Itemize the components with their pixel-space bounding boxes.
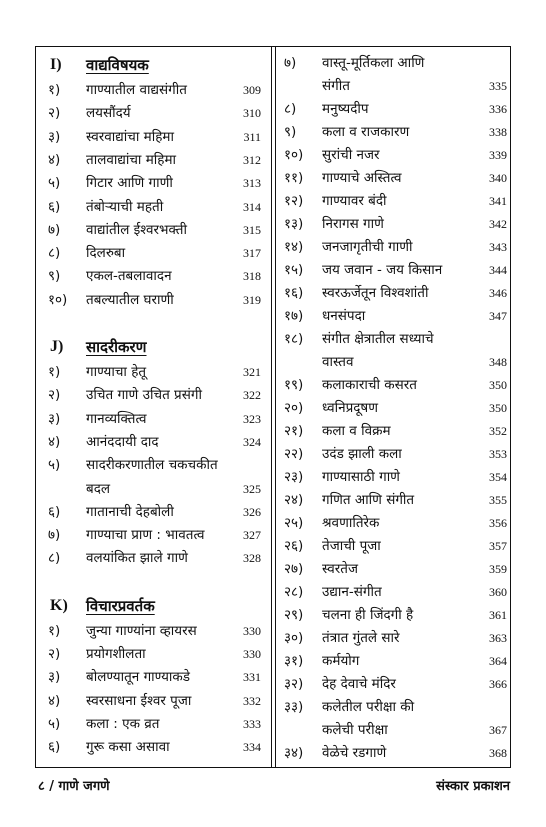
entry-page: 347: [489, 309, 507, 323]
entry-number: ३): [48, 669, 61, 686]
entry-page: 312: [243, 152, 261, 167]
entry-number: ३१): [284, 653, 304, 669]
entry-number: २४): [284, 492, 304, 508]
toc-entry: [276, 626, 515, 650]
entry-page: 336: [489, 102, 507, 116]
entry-page: 348: [489, 355, 507, 369]
entry-number: १७): [284, 308, 304, 324]
entry-title: गानव्यक्तित्व: [86, 410, 147, 427]
entry-number: २०): [284, 400, 304, 416]
entry-title: ध्वनिप्रदूषण: [322, 400, 378, 416]
entry-title: कला व राजकारण: [322, 124, 410, 140]
entry-page: 328: [243, 551, 261, 566]
toc-entry: [36, 735, 271, 759]
toc-entry: [276, 304, 515, 328]
entry-title: गिटार आणि गाणी: [86, 175, 173, 192]
toc-entry: [36, 689, 271, 713]
entry-title: तालवाद्यांचा महिमा: [86, 151, 177, 168]
entry-number: २८): [284, 584, 304, 600]
entry-number: ८): [48, 550, 61, 567]
entry-title: तंबोऱ्याची महती: [86, 198, 164, 215]
entry-page: 322: [243, 388, 261, 403]
entry-number: २२): [284, 446, 304, 462]
entry-page: 354: [489, 470, 507, 484]
entry-number: ८): [48, 245, 61, 262]
toc-entry: [36, 665, 271, 689]
entry-number: ६): [48, 198, 61, 215]
entry-number: ७): [48, 221, 61, 238]
entry-number: १८): [284, 331, 304, 347]
toc-entry: [276, 557, 515, 581]
entry-number: ४): [48, 692, 61, 709]
toc-entry: [276, 672, 515, 696]
entry-number: ६): [48, 739, 61, 756]
entry-title: बदल: [86, 480, 111, 497]
entry-page: 364: [489, 654, 507, 668]
toc-entry: [276, 281, 515, 305]
entry-title: स्वरतेज: [322, 561, 358, 577]
toc-entry: [36, 453, 271, 477]
entry-page: 341: [489, 194, 507, 208]
entry-page: 359: [489, 562, 507, 576]
entry-number: ३२): [284, 676, 304, 692]
toc-entry: [36, 171, 271, 195]
entry-number: २): [48, 387, 61, 404]
entry-page: 332: [243, 693, 261, 708]
toc-entry: [36, 383, 271, 407]
entry-title: गाण्यावर बंदी: [322, 193, 387, 209]
section-letter: J): [50, 338, 64, 355]
entry-number: ७): [284, 55, 297, 71]
toc-entry: [276, 741, 515, 765]
toc-entry: [36, 430, 271, 454]
entry-number: ४): [48, 433, 61, 450]
entry-title: जनजागृतीची गाणी: [322, 239, 413, 255]
entry-number: ३): [48, 410, 61, 427]
entry-page: 352: [489, 424, 507, 438]
toc-entry: [36, 523, 271, 547]
toc-entry: [276, 258, 515, 282]
toc-entry: [276, 235, 515, 259]
entry-title: स्वरवाद्यांचा महिमा: [86, 128, 174, 145]
entry-page: 311: [243, 129, 261, 144]
toc-entry: [36, 288, 271, 312]
entry-title: तबल्यातील घराणी: [86, 291, 174, 308]
entry-title: धनसंपदा: [322, 308, 366, 324]
entry-page: 350: [489, 378, 507, 392]
entry-page: 334: [243, 740, 261, 755]
entry-page: 350: [489, 401, 507, 415]
entry-title: वेळेचे रडगाणे: [322, 745, 387, 761]
entry-title: उचित गाणे उचित प्रसंगी: [86, 387, 202, 404]
toc-entry: [36, 619, 271, 643]
entry-page: 366: [489, 677, 507, 691]
footer-publisher: संस्कार प्रकाशन: [436, 779, 510, 794]
entry-page: 313: [243, 176, 261, 191]
entry-title: निरागस गाणे: [322, 216, 384, 232]
toc-frame: [35, 46, 511, 768]
entry-page: 330: [243, 647, 261, 661]
entry-title: तेजाची पूजा: [322, 538, 381, 554]
entry-number: २): [48, 105, 61, 122]
toc-entry: [276, 373, 515, 397]
entry-page: 360: [489, 585, 507, 599]
toc-entry: [276, 442, 515, 466]
entry-page: 309: [243, 83, 261, 97]
entry-title: एकल-तबलावादन: [86, 268, 172, 285]
toc-entry: [276, 166, 515, 190]
entry-page: 318: [243, 269, 261, 284]
section-letter: K): [50, 596, 68, 614]
toc-entry: [276, 51, 515, 75]
entry-title: तंत्रात गुंतले सारे: [322, 630, 400, 646]
entry-title: दिलरुबा: [86, 245, 126, 262]
toc-entry: [36, 264, 271, 288]
entry-title: कलेतील परीक्षा की: [322, 699, 415, 715]
entry-number: १०): [284, 147, 304, 163]
entry-title: देह देवाचे मंदिर: [322, 676, 396, 692]
entry-number: ६): [48, 503, 61, 520]
entry-page: 326: [243, 504, 261, 519]
toc-entry: [36, 218, 271, 242]
entry-page: 314: [243, 199, 261, 214]
entry-title: गणित आणि संगीत: [322, 492, 415, 508]
entry-number: २१): [284, 423, 304, 439]
entry-title: वास्तू-मूर्तिकला आणि: [322, 55, 425, 71]
toc-entry: [36, 241, 271, 265]
entry-number: २७): [284, 561, 304, 577]
entry-page: 333: [243, 716, 261, 731]
entry-page: 367: [489, 723, 507, 737]
entry-number: १२): [284, 193, 304, 209]
entry-title: गाण्यासाठी गाणे: [322, 469, 400, 485]
entry-title: आनंददायी दाद: [86, 433, 159, 450]
entry-title: श्रवणातिरेक: [322, 515, 380, 531]
toc-entry: [36, 642, 271, 666]
entry-title: उद्यान-संगीत: [322, 584, 382, 600]
section-heading: [36, 335, 271, 359]
entry-title: सादरीकरणातील चकचकीत: [86, 457, 218, 474]
toc-entry: [36, 407, 271, 431]
entry-page: 319: [243, 292, 261, 307]
entry-title: संगीत क्षेत्रातील सध्याचे: [322, 331, 434, 347]
entry-page: 368: [489, 746, 507, 760]
entry-number: १४): [284, 239, 304, 255]
entry-title: बोलण्यातून गाण्याकडे: [86, 669, 191, 686]
toc-entry: [276, 419, 515, 443]
toc-entry: [36, 546, 271, 570]
toc-entry: [36, 712, 271, 736]
toc-entry: [276, 649, 515, 673]
entry-number: ३४): [284, 745, 304, 761]
toc-entry: [276, 327, 515, 351]
entry-title: गाण्याचा प्राण : भावतत्व: [86, 527, 205, 544]
toc-entry: [36, 500, 271, 524]
entry-number: २६): [284, 538, 304, 554]
entry-number: १०): [48, 291, 68, 308]
entry-page: 356: [489, 516, 507, 530]
entry-page: 335: [489, 79, 507, 93]
entry-title: लयसौंदर्य: [86, 105, 131, 122]
entry-page: 340: [489, 171, 507, 185]
entry-page: 325: [243, 481, 261, 496]
entry-title: कला : एक व्रत: [86, 715, 160, 732]
entry-title: मनुष्यदीप: [322, 101, 369, 117]
toc-entry: [276, 212, 515, 236]
toc-entry: [276, 488, 515, 512]
entry-number: ९): [284, 124, 297, 140]
toc-entry: [36, 101, 271, 125]
entry-title: गुरू कसा असावा: [86, 739, 170, 756]
section-letter: I): [50, 56, 62, 73]
toc-entry: [36, 78, 271, 102]
toc-entry: [276, 695, 515, 719]
entry-title: कला व विक्रम: [322, 423, 391, 439]
entry-number: ४): [48, 151, 61, 168]
entry-number: १): [48, 82, 61, 98]
entry-page: 321: [243, 365, 261, 379]
toc-entry: [276, 143, 515, 167]
entry-number: २३): [284, 469, 304, 485]
entry-page: 355: [489, 493, 507, 507]
entry-number: १९): [284, 377, 304, 393]
entry-title: कलेची परीक्षा: [322, 722, 388, 738]
entry-title: संगीत: [322, 78, 350, 94]
entry-number: १३): [284, 216, 304, 232]
toc-entry: [36, 125, 271, 149]
entry-title: वास्तव: [322, 354, 354, 370]
entry-number: ३): [48, 128, 61, 145]
entry-number: ७): [48, 527, 61, 544]
toc-entry: [36, 148, 271, 172]
toc-entry: [276, 74, 515, 98]
entry-page: 339: [489, 148, 507, 162]
toc-entry: [276, 189, 515, 213]
entry-title: उदंड झाली कला: [322, 446, 402, 462]
entry-page: 323: [243, 411, 261, 426]
entry-number: १): [48, 622, 61, 639]
toc-entry: [276, 350, 515, 374]
section-title: विचारप्रवर्तक: [86, 596, 155, 615]
entry-page: 343: [489, 240, 507, 254]
toc-entry: [36, 195, 271, 219]
entry-number: २९): [284, 607, 304, 623]
toc-entry: [276, 396, 515, 420]
entry-number: ३०): [284, 630, 304, 646]
entry-number: ५): [48, 175, 61, 192]
entry-title: वलयांकित झाले गाणे: [86, 550, 188, 567]
toc-entry: [36, 477, 271, 501]
entry-number: ५): [48, 715, 61, 732]
toc-right-column: [275, 47, 515, 767]
toc-left-column: [36, 47, 272, 767]
entry-page: 361: [489, 608, 507, 622]
entry-page: 331: [243, 670, 261, 685]
entry-title: कर्मयोग: [322, 653, 360, 669]
entry-number: ५): [48, 457, 61, 474]
footer-page-label: ८ / गाणे जगणे: [38, 779, 110, 794]
entry-page: 324: [243, 434, 261, 449]
toc-entry: [276, 603, 515, 627]
entry-title: चलना ही जिंदगी है: [322, 607, 414, 623]
entry-page: 317: [243, 246, 261, 261]
toc-entry: [276, 97, 515, 121]
entry-page: 363: [489, 631, 507, 645]
section-title: वाद्यविषयक: [86, 56, 149, 74]
entry-page: 342: [489, 217, 507, 231]
entry-number: २५): [284, 515, 304, 531]
entry-title: कलाकाराची कसरत: [322, 377, 417, 393]
entry-title: गाण्याचे अस्तित्व: [322, 170, 402, 186]
section-title: सादरीकरण: [86, 338, 147, 356]
entry-number: ३३): [284, 699, 304, 715]
section-heading: [36, 53, 271, 77]
entry-page: 357: [489, 539, 507, 553]
entry-title: प्रयोगशीलता: [86, 646, 146, 662]
section-heading: [36, 594, 271, 618]
entry-page: 327: [243, 528, 261, 543]
entry-page: 346: [489, 286, 507, 300]
entry-number: १): [48, 364, 61, 380]
entry-title: सुरांची नजर: [322, 147, 380, 163]
toc-entry: [276, 580, 515, 604]
entry-number: २): [48, 646, 61, 662]
toc-entry: [276, 120, 515, 144]
entry-page: 315: [243, 222, 261, 237]
entry-number: १५): [284, 262, 304, 278]
entry-title: स्वरसाधना ईश्वर पूजा: [86, 692, 192, 709]
entry-title: गातानाची देहबोली: [86, 503, 174, 520]
entry-page: 338: [489, 125, 507, 139]
entry-title: वाद्यांतील ईश्वरभक्ती: [86, 221, 187, 238]
entry-page: 330: [243, 623, 261, 638]
entry-number: १६): [284, 285, 304, 301]
toc-entry: [276, 534, 515, 558]
toc-entry: [36, 360, 271, 384]
entry-title: स्वरऊर्जेतून विश्वशांती: [322, 285, 429, 301]
entry-number: ११): [284, 170, 304, 186]
entry-title: जय जवान - जय किसान: [322, 262, 443, 278]
entry-page: 310: [243, 106, 261, 121]
entry-title: गाण्यातील वाद्यसंगीत: [86, 82, 187, 98]
entry-title: गाण्याचा हेतू: [86, 364, 147, 380]
entry-number: ८): [284, 101, 297, 117]
toc-entry: [276, 465, 515, 489]
entry-page: 353: [489, 447, 507, 461]
toc-entry: [276, 718, 515, 742]
toc-entry: [276, 511, 515, 535]
entry-page: 344: [489, 263, 507, 277]
entry-number: ९): [48, 268, 61, 285]
entry-title: जुन्या गाण्यांना व्हायरस: [86, 622, 197, 639]
